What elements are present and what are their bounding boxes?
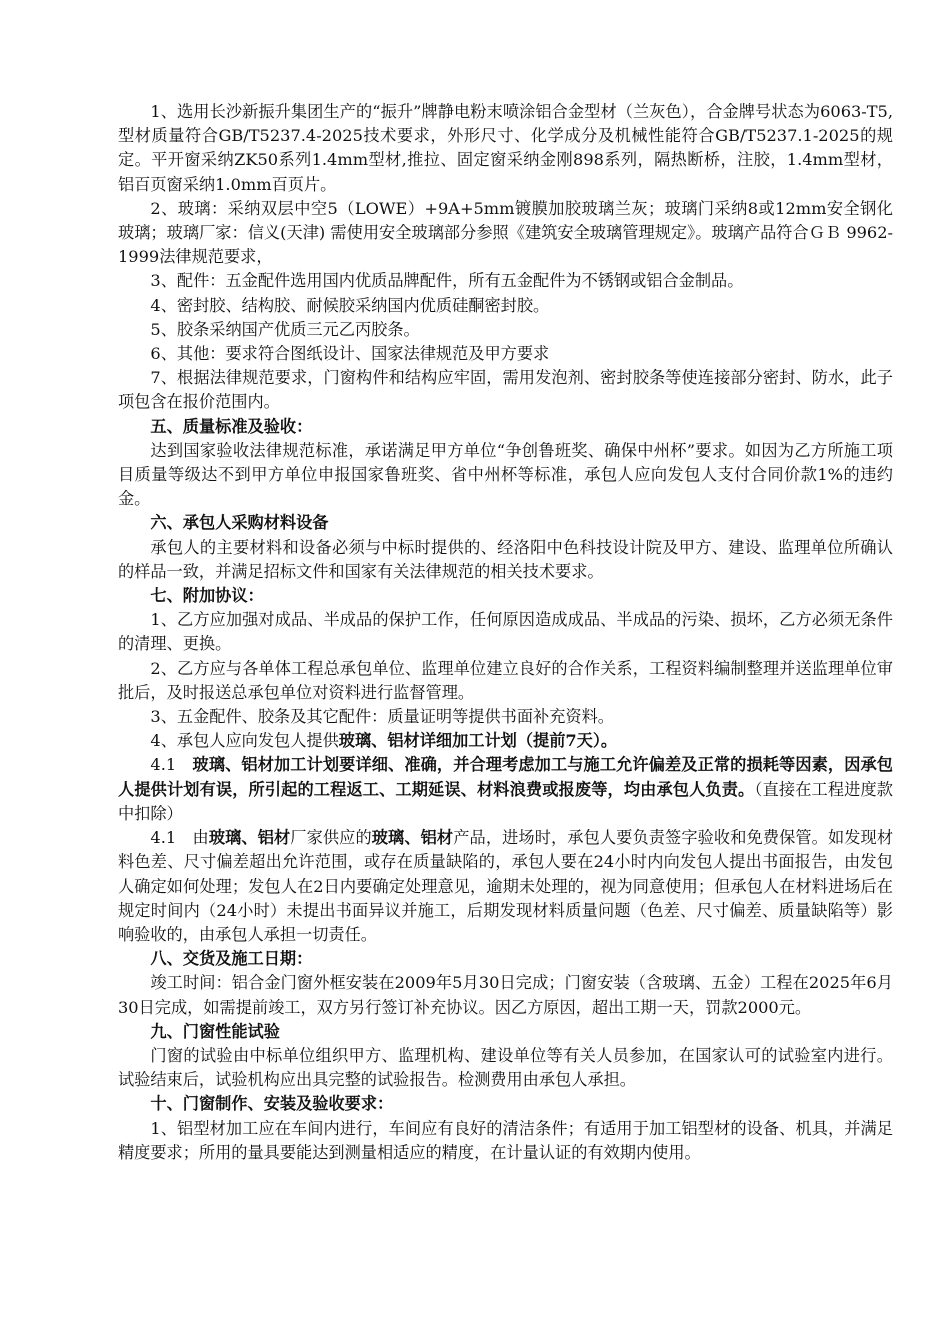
clause-4-1a-bold: 玻璃、铝材加工计划要详细、准确，并合理考虑加工与施工允许偏差及正常的损耗等因素，因承包人提供计划有误，所引起的工程返工、工期延误、材料浪费或报废等，均由承包人负责。 [118,755,893,799]
additional-clause-4-1a [118,753,893,826]
fabrication-clause-1: 1、铝型材加工应在车间内进行，车间应有良好的清洁条件；有适用于加工铝型材的设备、机具，并满足精度要求；所用的量具要能达到测量相适应的精度，在计量认证的有效期内使用。 [118,1118,893,1162]
additional-clause-4-1b [118,826,893,947]
procurement-paragraph: 承包人的主要材料和设备必须与中标时提供的、经洛阳中色科技设计院及甲方、建设、监理单位所确认的样品一致，并满足招标文件和国家有关法律规范的相关技术要求。 [118,537,893,581]
additional-clause-2: 2、乙方应与各单体工程总承包单位、监理单位建立良好的合作关系，工程资料编制整理并送监理单位审批后，及时报送总承包单位对资料进行监督管理。 [118,658,893,702]
document-page [118,100,893,1165]
performance-test-paragraph: 门窗的试验由中标单位组织甲方、监理机构、建设单位等有关人员参加，在国家认可的试验室内进行。试验结束后，试验机构应出具完整的试验报告。检测费用由承包人承担。 [118,1045,893,1090]
section-heading-fabrication: 十、门窗制作、安装及验收要求： [150,1094,394,1114]
additional-clause-1: 1、乙方应加强对成品、半成品的保护工作，任何原因造成成品、半成品的污染、损坏，乙方必须无条件的清理、更换。 [118,610,893,654]
additional-clause-3: 3、五金配件、胶条及其它配件：质量证明等提供书面补充资料。 [150,707,614,727]
quality-paragraph: 达到国家验收法律规范标准，承诺满足甲方单位“争创鲁班奖、确保中州杯”要求。如因为乙方所施工项目质量等级达不到甲方单位申报国家鲁班奖、省中州杯等标准，承包人应向发包人支付合同价款1%的违约金。 [118,440,893,509]
material-clause-6: 6、其他：要求符合图纸设计、国家法律规范及甲方要求 [150,344,550,364]
clause-4-1b-text-1: 厂家供应的 [290,828,372,848]
delivery-paragraph: 竣工时间：铝合金门窗外框安装在2009年5月30日完成；门窗安装（含玻璃、五金）工程在2025年6月30日完成，如需提前竣工，双方另行签订补充协议。因乙方原因，超出工期一天，罚款2000元。 [118,973,893,1017]
section-heading-procurement: 六、承包人采购材料设备 [150,513,329,533]
material-clause-4: 4、密封胶、结构胶、耐候胶采纳国内优质硅酮密封胶。 [150,295,550,315]
clause-4-1b-text-2: 产品，进场时，承包人要负责签字验收和免费保管。如发现材料色差、尺寸偏差超出允许范围，或存在质量缺陷的，承包人要在24小时内向发包人提出书面报告，由发包人确定如何处理；发包人在2日内要确定处理意见，逾期未处理的，视为同意使用；但承包人在材料进场后在规定时间内（24小时）未提出书面异议并施工，后期发现材料质量问题（色差、尺寸偏差、质量缺陷等）影响验收的，由承包人承担一切责任。 [118,828,894,944]
section-heading-quality: 五、质量标准及验收： [150,416,313,436]
material-clause-5: 5、胶条采纳国产优质三元乙丙胶条。 [150,319,420,339]
clause-4-1b-bold-2: 玻璃、铝材 [371,828,454,848]
clause-4-bold: 玻璃、铝材详细加工计划（提前7天）。 [338,731,618,751]
section-heading-additional: 七、附加协议： [150,586,264,606]
clause-4-1a-note: （直接在工程进度款中扣除） [118,779,893,823]
material-clause-3: 3、配件：五金配件选用国内优质品牌配件，所有五金配件为不锈钢或铝合金制品。 [150,271,744,291]
clause-4-text: 4、承包人应向发包人提供 [150,731,339,751]
section-heading-performance-test: 九、门窗性能试验 [150,1021,280,1041]
material-clause-2: 2、玻璃：采纳双层中空5（LOWE）+9A+5mm镀膜加胶玻璃兰灰；玻璃门采纳8或12mm安全钢化玻璃；玻璃厂家：信义(天津) 需使用安全玻璃部分参照《建筑安全玻璃管理规定》。玻璃产品符合ＧＢ 9962-1999法律规范要求， [118,198,893,267]
material-clause-1: 1、选用长沙新振升集团生产的“振升”牌静电粉末喷涂铝合金型材（兰灰色），合金牌号状态为6063-T5,型材质量符合GB/T5237.4-2025技术要求，外形尺寸、化学成分及机械性能符合GB/T5237.1-2025的规定。平开窗采纳ZK50系列1.4mm型材,推拉、固定窗采纳金刚898系列，隔热断桥，注胶，1.4mm型材，铝百页窗采纳1.0mm百页片。 [118,102,893,194]
section-heading-delivery: 八、交货及施工日期： [150,949,313,969]
clause-4-1b-number: 4.1 由 [150,828,209,848]
material-clause-7: 7、根据法律规范要求，门窗构件和结构应牢固，需用发泡剂、密封胶条等使连接部分密封、防水，此子项包含在报价范围内。 [118,368,893,412]
clause-4-1a-number: 4.1 [150,755,193,775]
additional-clause-4 [118,729,893,753]
clause-4-1b-bold-1: 玻璃、铝材 [208,828,291,848]
